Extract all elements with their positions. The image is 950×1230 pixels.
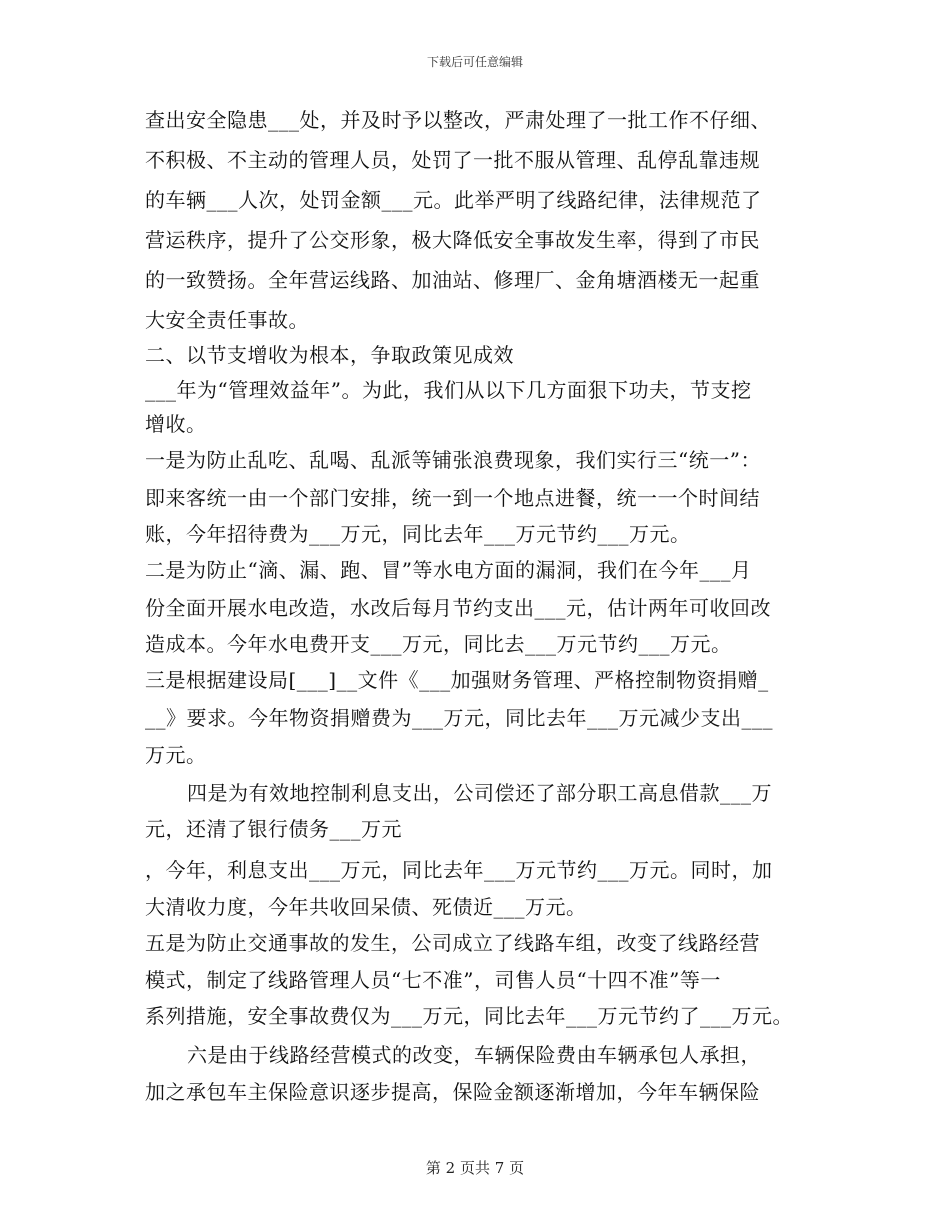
page-footer: 第 2 页共 7 页: [425, 1159, 525, 1177]
text-line: 六是由于线路经营模式的改变，车辆保险费由车辆承包人承担，: [187, 1043, 761, 1067]
text-line: 查出安全隐患___处，并及时予以整改，严肃处理了一批工作不仔细、: [145, 108, 771, 132]
text-line: 账，今年招待费为___万元，同比去年___万元节约___万元。: [145, 522, 691, 546]
text-line: 系列措施，安全事故费仅为___万元，同比去年___万元节约了___万元。: [145, 1004, 793, 1028]
text-line: 元，还清了银行债务___万元: [145, 817, 402, 841]
text-line: 造成本。今年水电费开支___万元，同比去___万元节约___万元。: [145, 632, 732, 656]
text-line: 增收。: [145, 412, 207, 436]
text-line: 四是为有效地控制利息支出，公司偿还了部分职工高息借款___万: [187, 781, 772, 805]
text-line: 不积极、不主动的管理人员，处罚了一批不服从管理、乱停乱靠违规: [145, 148, 760, 172]
text-line: 即来客统一由一个部门安排，统一到一个地点进餐，统一一个时间结: [145, 486, 760, 510]
text-line: 的车辆___人次，处罚金额___元。此举严明了线路纪律，法律规范了: [145, 188, 762, 212]
text-line: 万元。: [145, 743, 207, 767]
text-line: 份全面开展水电改造，水改后每月节约支出___元，估计两年可收回改: [145, 596, 771, 620]
text-line: 大清收力度，今年共收回呆债、死债近___万元。: [145, 895, 587, 919]
text-line: ___年为“管理效益年”。为此，我们从以下几方面狠下功夫，节支挖: [145, 378, 752, 402]
text-line: __》要求。今年物资捐赠费为___万元，同比去年___万元减少支出___: [145, 706, 773, 730]
text-line: 营运秩序，提升了公交形象，极大降低安全事故发生率，得到了市民: [145, 228, 760, 252]
page-header: 下载后可任意编辑: [426, 55, 523, 69]
text-line: 一是为防止乱吃、乱喝、乱派等铺张浪费现象，我们实行三“统一”：: [145, 448, 761, 472]
text-line: 二是为防止“滴、漏、跑、冒”等水电方面的漏洞，我们在今年___月: [145, 558, 752, 582]
text-line: 模式，制定了线路管理人员“七不准”，司售人员“十四不准”等一: [145, 968, 721, 992]
text-line: 三是根据建设局[___]__文件《___加强财务管理、严格控制物资捐赠_: [145, 668, 769, 692]
text-line: 五是为防止交通事故的发生，公司成立了线路车组，改变了线路经营: [145, 931, 760, 955]
section-heading: 二、以节支增收为根本，争取政策见成效: [145, 343, 514, 367]
text-line: ，今年，利息支出___万元，同比去年___万元节约___万元。同时，加: [145, 858, 773, 882]
text-line: 的一致赞扬。全年营运线路、加油站、修理厂、金角塘酒楼无一起重: [145, 268, 760, 292]
text-line: 加之承包车主保险意识逐步提高，保险金额逐渐增加，今年车辆保险: [145, 1080, 760, 1104]
text-line: 大安全责任事故。: [145, 308, 309, 332]
